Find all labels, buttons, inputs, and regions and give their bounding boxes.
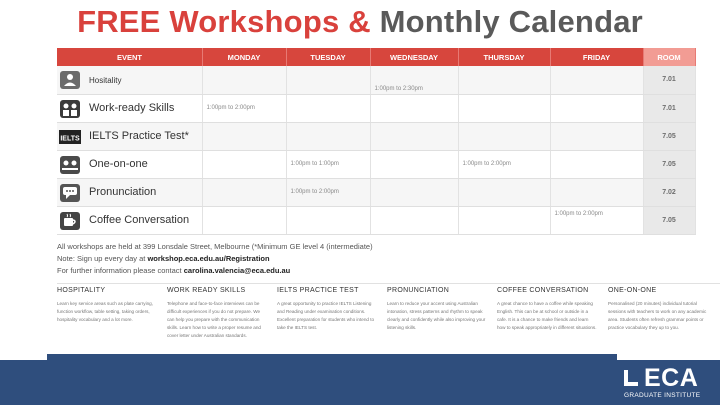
event-cell [57, 178, 202, 206]
eca-logo [624, 364, 712, 403]
monday-cell [202, 206, 286, 234]
room-cell: 7.05 [643, 122, 695, 150]
description-text: Learn to reduce your accent using Australian intonation, stress patterns and rhythm to speak clearly and confidently while also improving your listening skills. [387, 301, 486, 330]
description-work-ready [167, 287, 267, 340]
room-cell: 7.01 [643, 66, 695, 94]
friday-cell [550, 122, 643, 150]
table-row [57, 122, 695, 150]
description-title: WORK READY SKILLS [167, 287, 246, 294]
description-text: Telephone and face-to-face interviews can be difficult experiences if you do not prepare. We can help you prepare with the communication skills. Learn how to write a proper resume and cover letter under Australian standards. [167, 301, 261, 338]
wednesday-cell: 1:00pm to 2:30pm [370, 66, 458, 94]
page-title [0, 4, 720, 40]
description-title: IELTS PRACTICE TEST [277, 287, 359, 294]
tuesday-cell [286, 122, 370, 150]
notes [57, 241, 373, 277]
tuesday-cell [286, 66, 370, 94]
footer-bar [0, 360, 720, 405]
contact-note [57, 265, 373, 277]
speech-bubble-icon [59, 183, 81, 203]
svg-text:IELTS: IELTS [60, 135, 80, 142]
description-text: A great chance to have a coffee while speaking English. This can be at school or outside in a cafe. It is a chance to make friends and learn how to speak appropriately in different situations. [497, 301, 597, 330]
header-friday: FRIDAY [550, 48, 643, 66]
monday-cell [202, 178, 286, 206]
table-row [57, 94, 695, 122]
location-note: All workshops are held at 399 Lonsdale Street, Melbourne (*Minimum GE level 4 (intermediate) [57, 242, 373, 251]
logo-name: ECA [644, 364, 699, 392]
contact-prefix: For further information please contact [57, 266, 184, 275]
signup-note [57, 253, 373, 265]
divider [57, 283, 720, 284]
event-cell [57, 206, 202, 234]
monday-cell: 1:00pm to 2:00pm [202, 94, 286, 122]
thursday-cell [458, 206, 550, 234]
description-hospitality [57, 287, 157, 324]
description-title: PRONUNCIATION [387, 287, 450, 294]
thursday-cell [458, 122, 550, 150]
logo-subtitle: GRADUATE INSTITUTE [624, 392, 701, 399]
header-wednesday: WEDNESDAY [370, 48, 458, 66]
thursday-cell [458, 94, 550, 122]
tuesday-cell [286, 206, 370, 234]
friday-cell [550, 94, 643, 122]
monday-cell [202, 66, 286, 94]
tuesday-cell: 1:00pm to 2:00pm [286, 178, 370, 206]
ielts-icon [59, 127, 81, 147]
tuesday-cell [286, 94, 370, 122]
team-icon [59, 99, 81, 119]
wednesday-cell [370, 178, 458, 206]
wednesday-cell [370, 150, 458, 178]
description-coffee [497, 287, 597, 332]
eca-logo-mark-icon [624, 370, 638, 386]
description-pronunciation [387, 287, 487, 332]
event-label: Coffee Conversation [89, 214, 190, 226]
hospitality-icon [59, 70, 81, 90]
monday-cell [202, 150, 286, 178]
event-cell [57, 66, 202, 94]
room-cell: 7.01 [643, 94, 695, 122]
description-title: HOSPITALITY [57, 287, 106, 294]
description-title: COFFEE CONVERSATION [497, 287, 589, 294]
thursday-cell [458, 66, 550, 94]
wednesday-cell [370, 122, 458, 150]
room-cell: 7.05 [643, 206, 695, 234]
friday-cell [550, 66, 643, 94]
table-row [57, 150, 695, 178]
schedule-table [57, 48, 696, 235]
signup-prefix: Note: Sign up every day at [57, 254, 148, 263]
monday-cell [202, 122, 286, 150]
meeting-icon [59, 155, 81, 175]
description-text: Personalised (20 minutes) individual tutorial sessions with teachers to work on any academic area. Students often refresh grammar points or practice vocabulary they up to you. [608, 301, 707, 330]
event-label: IELTS Practice Test* [89, 130, 189, 142]
coffee-icon [59, 211, 81, 231]
header-tuesday: TUESDAY [286, 48, 370, 66]
footer-notch [47, 354, 617, 360]
friday-cell: 1:00pm to 2:00pm [550, 206, 643, 234]
table-row [57, 206, 695, 234]
title-ampersand: & [339, 4, 380, 39]
description-text: Learn key service areas such as plate carrying, function workflow, table setting, taking orders, hospitality vocabulary and a lot more. [57, 301, 154, 322]
table-row [57, 178, 695, 206]
title-part-2: Monthly Calendar [379, 4, 643, 39]
tuesday-cell: 1:00pm to 1:00pm [286, 150, 370, 178]
friday-cell [550, 150, 643, 178]
event-cell [57, 122, 202, 150]
thursday-cell: 1:00pm to 2:00pm [458, 150, 550, 178]
thursday-cell [458, 178, 550, 206]
description-ielts [277, 287, 377, 332]
event-label: Work-ready Skills [89, 102, 175, 114]
header-monday: MONDAY [202, 48, 286, 66]
event-label: Hositality [89, 75, 122, 85]
description-text: A great opportunity to practice IELTS Listening and Reading under examination conditions. Excellent preparation for students who intend to take the IELTS test. [277, 301, 375, 330]
room-cell: 7.02 [643, 178, 695, 206]
event-label: Pronunciation [89, 186, 157, 198]
friday-cell [550, 178, 643, 206]
contact-email-link[interactable]: carolina.valencia@eca.edu.au [183, 266, 291, 275]
header-room: ROOM [643, 48, 695, 66]
event-cell [57, 150, 202, 178]
registration-link[interactable]: workshop.eca.edu.au/Registration [147, 254, 270, 263]
description-one-on-one [608, 287, 708, 332]
event-cell [57, 94, 202, 122]
wednesday-cell [370, 206, 458, 234]
title-part-1: FREE Workshops [77, 4, 340, 39]
event-label: One-on-one [89, 158, 148, 170]
room-cell: 7.05 [643, 150, 695, 178]
wednesday-cell [370, 94, 458, 122]
schedule-header-row [57, 48, 695, 66]
header-event: EVENT [57, 48, 202, 66]
table-row [57, 66, 695, 94]
header-thursday: THURSDAY [458, 48, 550, 66]
description-title: ONE-ON-ONE [608, 287, 657, 294]
